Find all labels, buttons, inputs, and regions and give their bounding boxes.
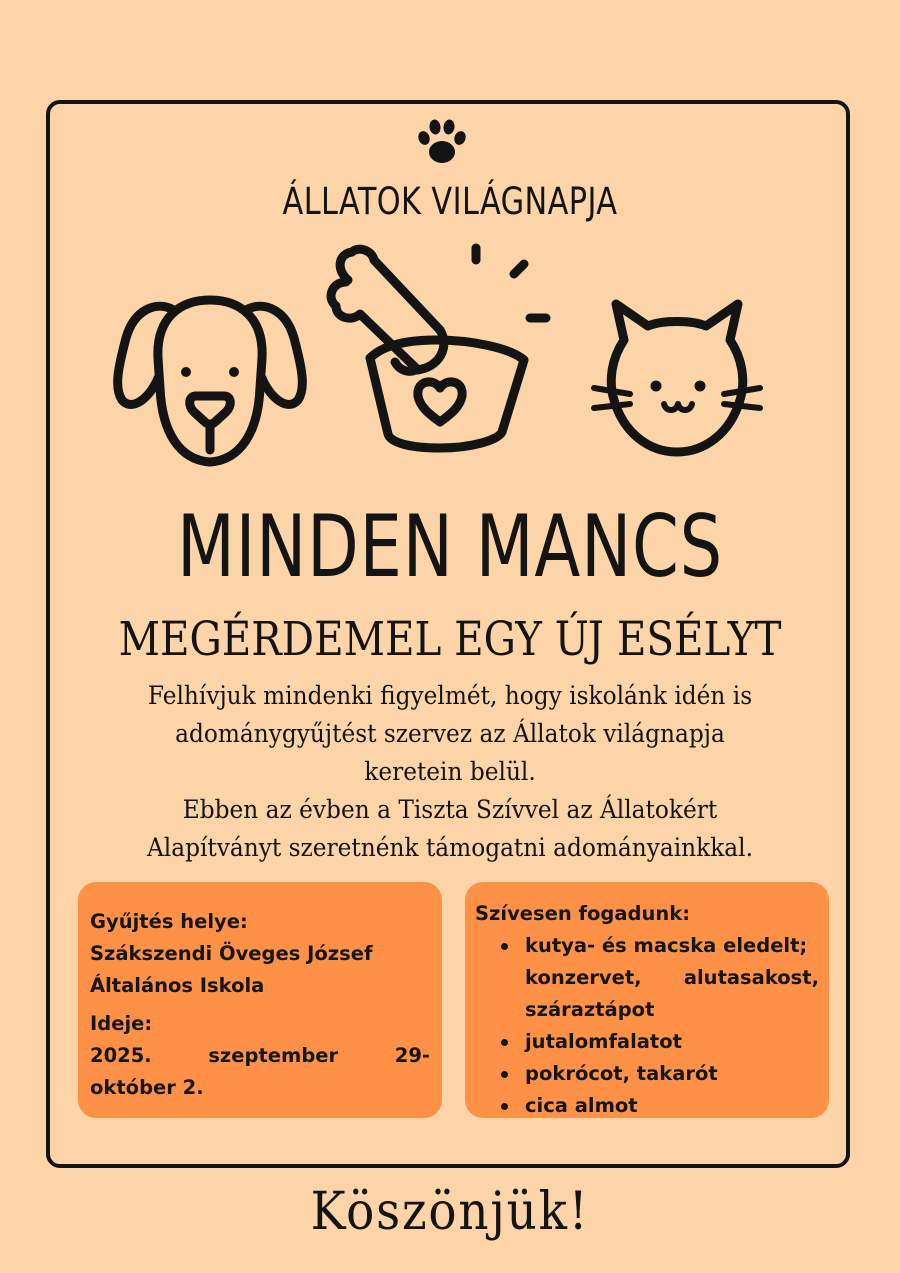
donations-box: [465, 882, 829, 1118]
donations-label: Szívesen fogadunk:: [475, 902, 691, 925]
intro-line: adománygyűjtést szervez az Állatok világnapja: [175, 719, 725, 748]
date-end: október 2.: [90, 1076, 204, 1099]
intro-line: Alapítványt szeretnénk támogatni adományainkkal.: [147, 833, 753, 862]
headline-subtitle: MEGÉRDEMEL EGY ÚJ ESÉLYT: [118, 612, 782, 667]
dog-icon: [118, 300, 303, 462]
place-label: Gyűjtés helye:: [90, 910, 248, 933]
intro-line: Felhívjuk mindenki figyelmét, hogy iskolánk idén is: [147, 681, 753, 710]
list-item: cica almot: [501, 1090, 819, 1122]
list-item-text: kutya- és macska eledelt;: [525, 934, 808, 957]
date-month: szeptember: [208, 1044, 339, 1067]
event-title: ÁLLATOK VILÁGNAPJA: [282, 180, 618, 223]
collection-info-box: [78, 882, 442, 1118]
paw-icon: [416, 118, 468, 166]
list-item: pokrócot, takarót: [501, 1058, 819, 1090]
animal-illustrations: [100, 238, 800, 478]
date-range: [90, 1040, 430, 1072]
list-item-text: konzervet,: [525, 966, 642, 989]
date-start: 29-: [394, 1044, 430, 1067]
list-item-text: száraztápot: [525, 998, 655, 1021]
intro-line: keretein belül.: [364, 757, 536, 786]
intro-text: [87, 677, 812, 867]
cat-icon: [594, 304, 760, 452]
place-name: Szákszendi Öveges József: [90, 942, 373, 965]
thank-you-text: Köszönjük!: [310, 1182, 590, 1242]
intro-line: Ebben az évben a Tiszta Szívvel az Állatokért: [182, 795, 718, 824]
headline: MINDEN MANCS: [176, 497, 724, 597]
time-label: Ideje:: [90, 1012, 153, 1035]
place-name: Általános Iskola: [90, 974, 265, 997]
date-year: 2025.: [90, 1044, 152, 1067]
bone-in-bowl-icon: [331, 248, 546, 448]
donations-list: [475, 930, 819, 1122]
list-item-text: alutasakost,: [683, 966, 819, 989]
list-item: jutalomfalatot: [501, 1026, 819, 1058]
list-item: [501, 930, 819, 1026]
